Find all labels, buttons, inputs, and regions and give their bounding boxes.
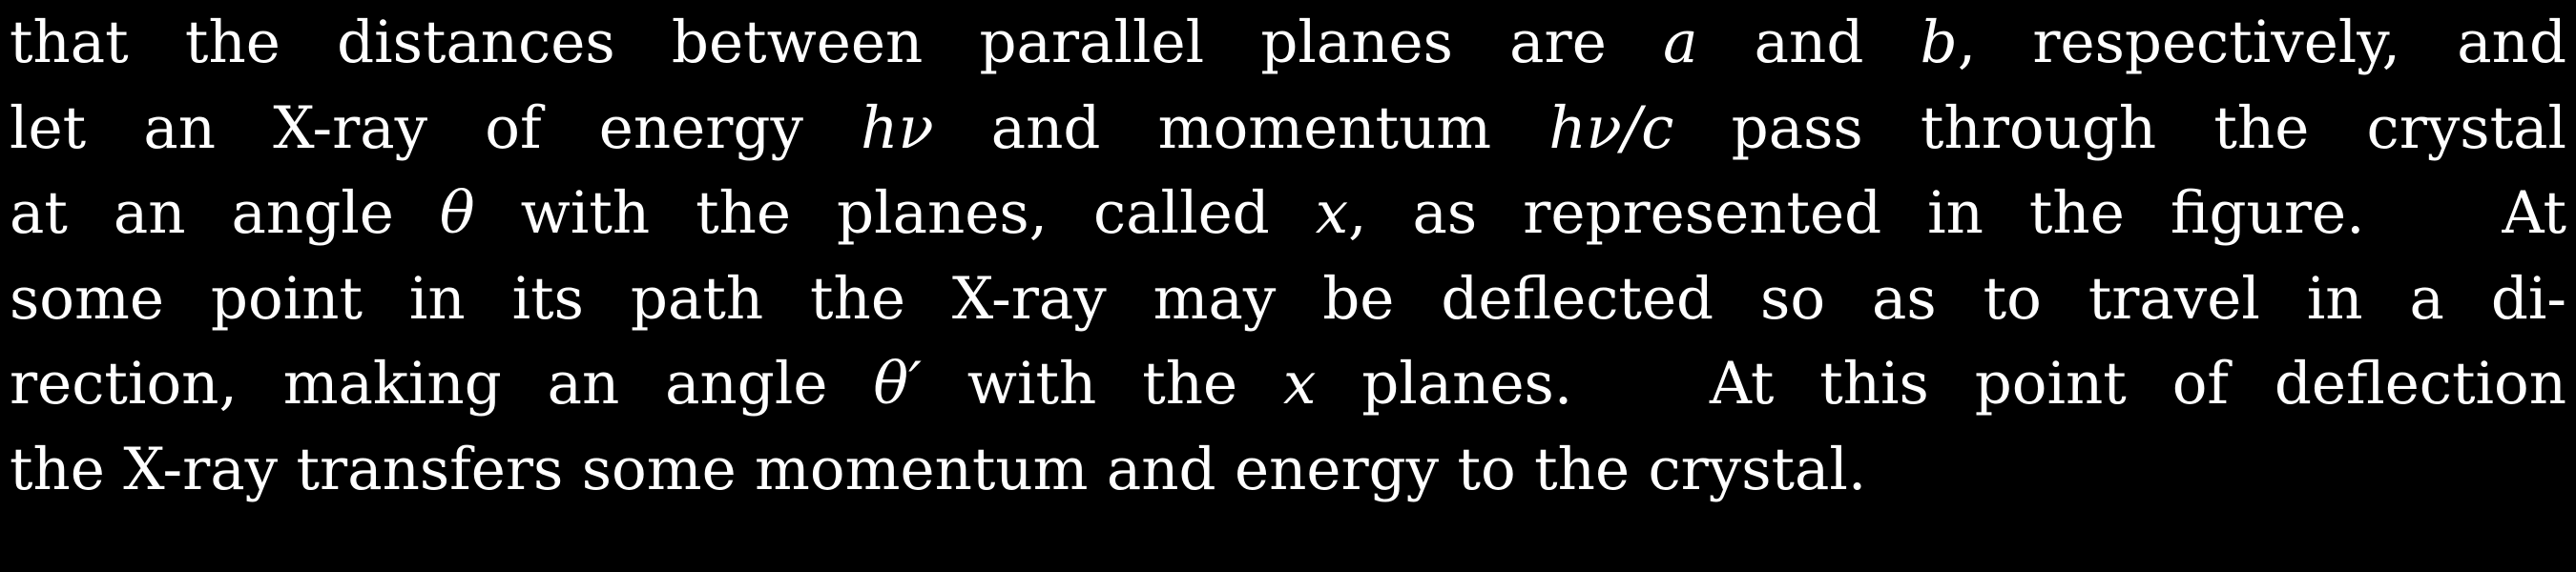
text-segment: planes. At this point of deflection [1316, 350, 2566, 418]
text-segment: rection, making an angle [10, 350, 874, 418]
text-segment: let an X-ray of energy [10, 93, 862, 162]
text-segment: , respectively, and [1957, 9, 2567, 76]
text-segment: with the [921, 350, 1283, 418]
math-expression: hν [861, 93, 934, 162]
text-line-1 [10, 0, 2566, 86]
text-segment: that the distances between parallel planes are [10, 9, 1664, 76]
math-expression: hν/c [1548, 93, 1674, 162]
text-segment: pass through the crystal [1673, 93, 2567, 162]
paragraph [10, 0, 2566, 512]
text-segment: and [1697, 9, 1921, 76]
text-line-2 [10, 86, 2566, 172]
math-variable: a [1663, 9, 1698, 76]
text-line-6 [10, 427, 2566, 513]
text-segment: and momentum [933, 93, 1549, 162]
math-variable: θ [439, 179, 475, 247]
math-variable: x [1315, 179, 1349, 247]
text-line-4 [10, 256, 2566, 342]
text-segment: with the planes, called [474, 179, 1316, 247]
math-variable: x [1282, 350, 1317, 418]
text-segment: at an angle [10, 179, 440, 247]
math-variable: θ′ [873, 350, 922, 418]
text-segment: some point in its path the X-ray may be deflected so as to travel in a di- [10, 264, 2566, 333]
text-segment: the X-ray transfers some momentum and energy to the crystal. [10, 435, 1867, 503]
text-line-3 [10, 171, 2566, 256]
text-segment: , as represented in the figure. At [1348, 179, 2566, 247]
math-variable: b [1920, 9, 1958, 76]
text-line-5 [10, 341, 2566, 427]
